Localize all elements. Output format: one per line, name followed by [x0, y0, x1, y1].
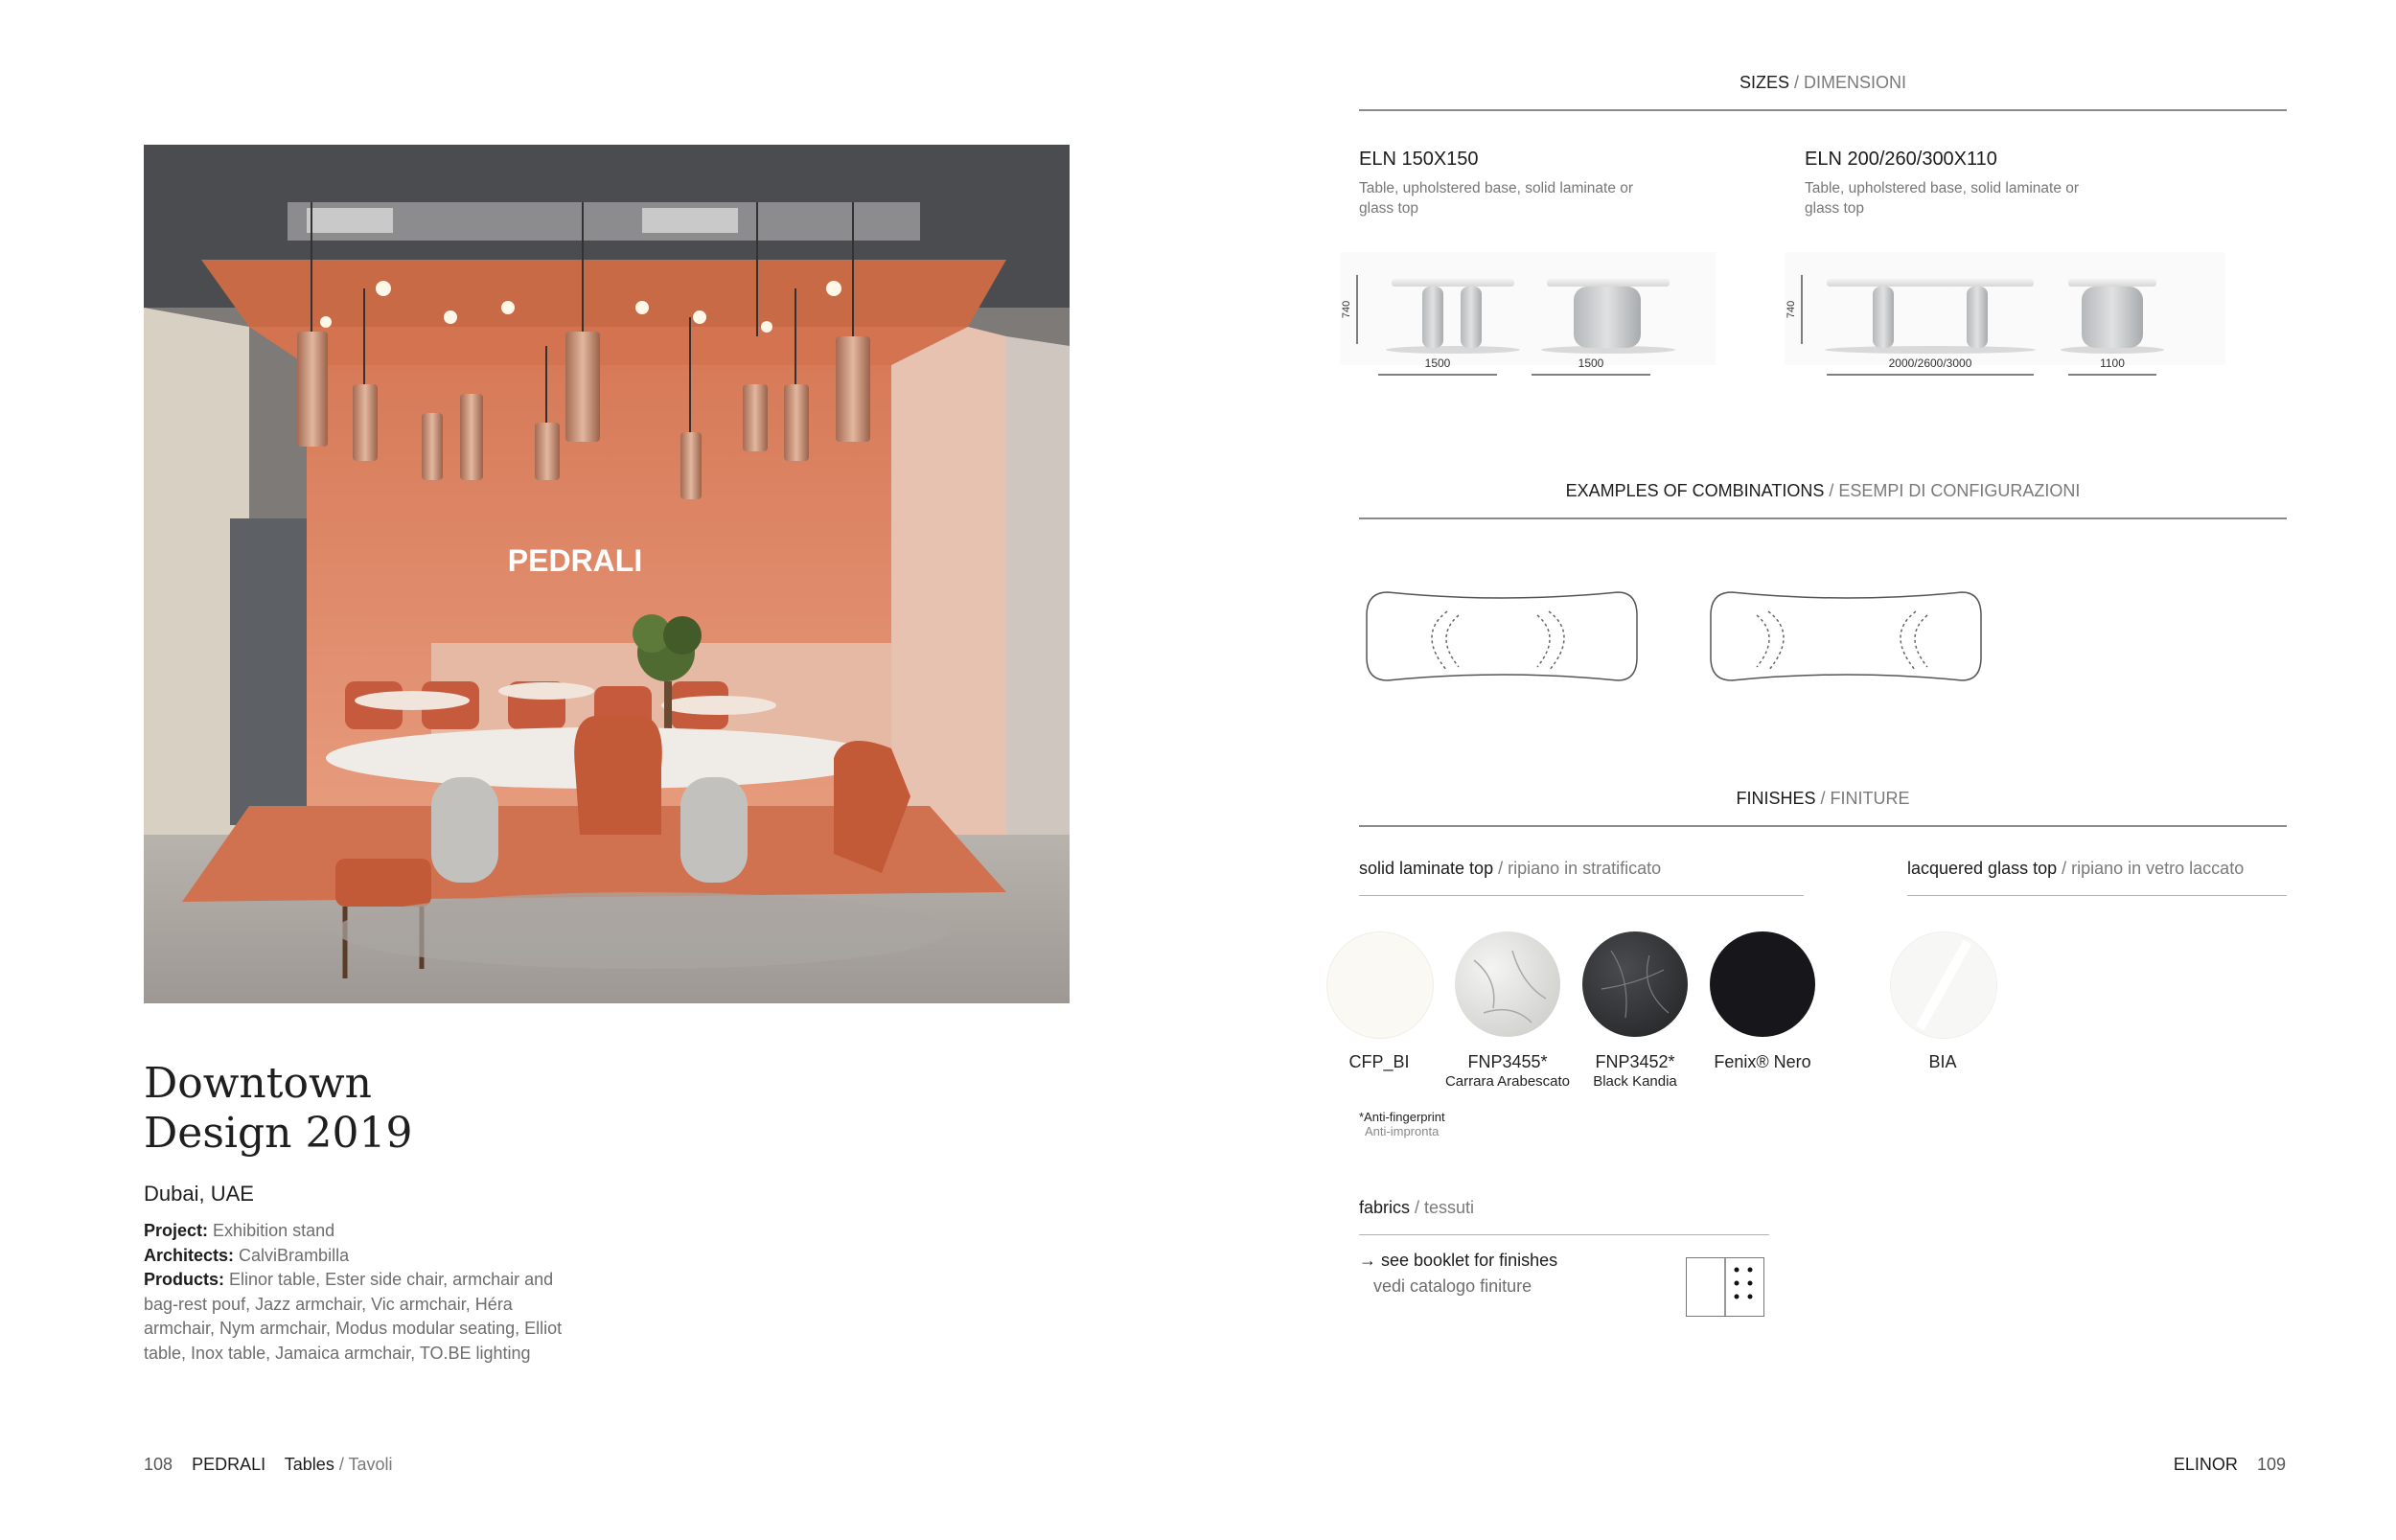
dim-label-2b: 1100 [2100, 356, 2125, 370]
sizes-divider [1359, 109, 2287, 111]
anti-fingerprint-note-it: Anti-impronta [1365, 1124, 1440, 1138]
arrow-right-icon: → [1359, 1251, 1376, 1270]
footer-right [2174, 1455, 2286, 1475]
laminate-label-it: / ripiano in stratificato [1493, 859, 1662, 878]
swatch-code-fnp3455: FNP3455* [1467, 1052, 1548, 1071]
fabrics-label-it: / tessuti [1410, 1198, 1475, 1217]
swatch-code-cfp-bi: CFP_BI [1348, 1052, 1410, 1071]
products-line [144, 1268, 565, 1366]
page-number-right: 109 [2256, 1455, 2286, 1474]
project-value: Exhibition stand [213, 1221, 335, 1240]
anti-fingerprint-note: *Anti-fingerprint [1359, 1110, 1445, 1124]
laminate-divider [1359, 895, 1804, 896]
dim-label-1a: 1500 [1424, 356, 1451, 370]
project-title-line1: Downtown [144, 1059, 372, 1108]
swatch-code-bia: BIA [1928, 1052, 1957, 1071]
booklet-link-text: see booklet for finishes [1381, 1251, 1558, 1270]
model-desc-1: Table, upholstered base, solid laminate or glass top [1359, 180, 1634, 217]
pedrali-sign: PEDRALI [507, 543, 643, 578]
swatch-black-kandia [1582, 931, 1688, 1037]
products-value: Elinor table, Ester side chair, armchair and bag-rest pouf, Jazz armchair, Vic armchair, Héra armchair, Nym armchair, Modus modular seating, Elliot table, Inox table, Jamaica armchair, TO.BE lighting [144, 1270, 563, 1363]
project-title [144, 1059, 815, 1159]
dim-label-1b: 1500 [1578, 356, 1604, 370]
fabrics-label-en: fabrics [1359, 1198, 1411, 1217]
finishes-divider [1359, 825, 2287, 827]
glass-label-it: / ripiano in vetro laccato [2057, 859, 2245, 878]
finishes-header [1359, 789, 2287, 809]
model-name-1: ELN 150X150 [1359, 149, 1479, 170]
combinations-header-it: / ESEMPI DI CONFIGURAZIONI [1824, 481, 2081, 500]
booklet-icon[interactable] [1686, 1257, 1764, 1317]
dim-label-2a: 2000/2600/3000 [1888, 356, 1972, 370]
page-number-left: 108 [144, 1455, 173, 1474]
height-label-1: 740 [1341, 300, 1352, 319]
glass-label-en: lacquered glass top [1907, 859, 2058, 878]
finishes-header-it: / FINITURE [1815, 789, 1910, 808]
model-desc-2: Table, upholstered base, solid laminate or glass top [1805, 180, 2080, 217]
combinations-header-en: EXAMPLES OF COMBINATIONS [1565, 481, 1825, 500]
sizes-header-it: / DIMENSIONI [1789, 73, 1907, 92]
booklet-link-text-it: vedi catalogo finiture [1373, 1276, 1532, 1296]
products-label: Products: [144, 1270, 225, 1290]
sizes-header [1359, 73, 2287, 93]
glass-divider [1907, 895, 2287, 896]
footer-section-it: / Tavoli [334, 1455, 393, 1474]
height-label-2: 740 [1785, 300, 1797, 319]
project-location: Dubai, UAE [144, 1182, 254, 1206]
project-credits [144, 1219, 565, 1367]
fabrics-label [1359, 1198, 1474, 1218]
swatch-code-fenix-nero: Fenix® Nero [1714, 1052, 1811, 1071]
fabrics-divider [1359, 1234, 1769, 1235]
sizes-header-en: SIZES [1739, 73, 1789, 92]
footer-section: Tables [284, 1455, 334, 1474]
footer-collection: ELINOR [2173, 1455, 2238, 1474]
footer-left [144, 1455, 393, 1475]
laminate-label-en: solid laminate top [1359, 859, 1494, 878]
combinations-header [1359, 481, 2287, 501]
architects-line [144, 1244, 565, 1269]
swatch-code-fnp3452: FNP3452* [1595, 1052, 1675, 1071]
swatch-fenix-nero [1710, 931, 1815, 1037]
architects-label: Architects: [144, 1245, 235, 1265]
footer-brand: PEDRALI [192, 1455, 266, 1474]
swatch-name-carrara: Carrara Arabescato [1444, 1073, 1571, 1090]
swatch-bia [1890, 931, 1997, 1039]
project-title-line2: Design 2019 [144, 1109, 413, 1158]
project-photo [144, 145, 1070, 1003]
exhibition-stand-image [144, 145, 1070, 1003]
finishes-header-en: FINISHES [1736, 789, 1816, 808]
swatch-cfp-bi [1326, 931, 1434, 1039]
model-name-2: ELN 200/260/300X110 [1805, 149, 1997, 170]
laminate-top-label [1359, 859, 1661, 879]
combination-diagram-1 [1359, 586, 1647, 692]
project-label: Project: [144, 1221, 209, 1240]
booklet-link[interactable] [1359, 1251, 1557, 1271]
architects-value: CalviBrambilla [239, 1245, 350, 1265]
swatch-carrara-arabescato [1455, 931, 1560, 1037]
combinations-divider [1359, 517, 2287, 519]
project-line [144, 1219, 565, 1244]
combination-diagram-2 [1703, 586, 1991, 692]
glass-top-label [1907, 859, 2244, 879]
swatch-name-black-kandia: Black Kandia [1593, 1073, 1677, 1090]
